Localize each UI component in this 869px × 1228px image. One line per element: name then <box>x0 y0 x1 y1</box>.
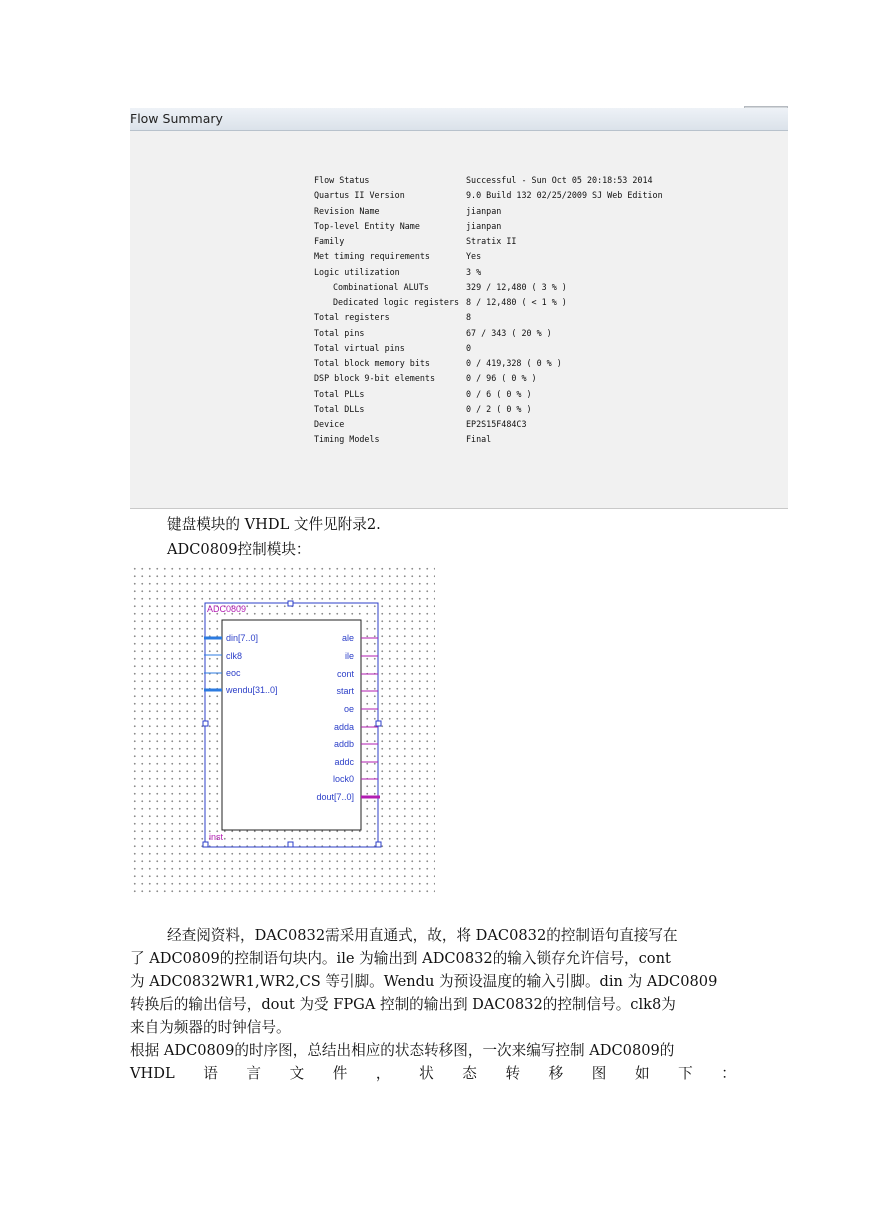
flow-summary-value: Yes <box>466 251 482 262</box>
flow-summary-value: Stratix II <box>466 236 517 246</box>
justified-word: 言 <box>246 1065 262 1082</box>
pin-ile: ile <box>344 651 354 661</box>
flow-summary-value: 0 / 419,328 ( 0 % ) <box>466 358 562 368</box>
flow-summary-value: 329 / 12,480 ( 3 % ) <box>466 281 567 292</box>
flow-summary-value: 8 <box>466 312 472 323</box>
block-instance: inst <box>209 832 224 842</box>
pin-eoc: eoc <box>226 668 241 678</box>
justified-word: 件 <box>332 1065 348 1082</box>
justified-word: ， <box>375 1065 391 1082</box>
justified-word: 如 <box>634 1065 650 1082</box>
flow-summary-label: Total pins <box>314 327 365 338</box>
justified-word: 移 <box>548 1065 564 1082</box>
pin-oe: oe <box>343 704 354 714</box>
adc0809-block-diagram <box>130 563 435 893</box>
paragraph-line-7 <box>130 1063 736 1085</box>
pin-addc: addc <box>334 757 354 767</box>
flow-summary-value: Successful - Sun Oct 05 20:18:53 2014 <box>466 175 653 185</box>
pin-start: start <box>336 686 354 696</box>
flow-summary-value: 8 / 12,480 ( < 1 % ) <box>466 297 567 307</box>
flow-summary-value: jianpan <box>466 220 502 231</box>
pin-din: din[7..0] <box>226 633 259 643</box>
text-line-adc-heading: ADC0809控制模块： <box>167 541 311 558</box>
flow-summary-label: Logic utilization <box>314 266 400 277</box>
flow-summary-value: 67 / 343 ( 20 % ) <box>466 327 552 338</box>
text-line-keyboard: 键盘模块的 VHDL 文件见附录2. <box>167 516 381 533</box>
pin-wendu: wendu[31..0] <box>226 685 278 695</box>
paragraph-line-3: 为 ADC0832WR1,WR2,CS 等引脚。Wendu 为预设温度的输入引脚。din 为 ADC0809 <box>130 973 718 990</box>
flow-summary-titlebar <box>130 108 788 131</box>
flow-summary-label: Met timing requirements <box>314 251 430 262</box>
flow-summary-label: Top-level Entity Name <box>314 220 420 231</box>
flow-summary-label: Total PLLs <box>314 388 365 399</box>
justified-word: 图 <box>591 1065 607 1082</box>
flow-summary-label: DSP block 9-bit elements <box>314 373 436 384</box>
pin-lock0: lock0 <box>332 774 354 784</box>
flow-summary-label: Combinational ALUTs <box>333 281 429 292</box>
pin-dout: dout[7..0] <box>316 792 354 802</box>
flow-summary-panel <box>130 108 788 509</box>
justified-word: VHDL <box>130 1065 175 1082</box>
flow-summary-value: jianpan <box>466 205 502 216</box>
flow-summary-label: Family <box>314 236 345 246</box>
flow-summary-title: Flow Summary <box>130 111 223 126</box>
paragraph-line-5: 来自为频器的时钟信号。 <box>130 1019 291 1036</box>
pin-cont: cont <box>336 669 354 679</box>
paragraph-line-4: 转换后的输出信号，dout 为受 FPGA 控制的输出到 DAC0832的控制信号。clk8为 <box>130 996 676 1013</box>
flow-summary-label: Total virtual pins <box>314 342 405 353</box>
flow-summary-label: Flow Status <box>314 175 370 185</box>
flow-summary-value: 0 / 6 ( 0 % ) <box>466 388 532 399</box>
justified-word: 态 <box>462 1065 477 1082</box>
paragraph-line-2: 了 ADC0809的控制语句块内。ile 为输出到 ADC0832的输入锁存允许信号，cont <box>130 950 671 967</box>
flow-summary-label: Device <box>314 419 345 429</box>
block-name: ADC0809 <box>207 604 247 614</box>
paragraph-line-1: 经查阅资料，DAC0832需采用直通式，故，将 DAC0832的控制语句直接写在 <box>167 927 678 944</box>
flow-summary-value: 0 / 96 ( 0 % ) <box>466 373 537 384</box>
flow-summary-label: Total DLLs <box>314 403 365 414</box>
flow-summary-label: Total block memory bits <box>314 358 430 368</box>
flow-summary-value: 9.0 Build 132 02/25/2009 SJ Web Edition <box>466 190 663 201</box>
pin-ale: ale <box>341 633 354 643</box>
pin-clk8: clk8 <box>226 651 243 661</box>
pin-addb: addb <box>333 739 354 749</box>
justified-word: 下 <box>678 1065 693 1082</box>
flow-summary-value: 0 / 2 ( 0 % ) <box>466 403 532 414</box>
flow-summary-label: Revision Name <box>314 205 380 216</box>
justified-word: 状 <box>419 1065 434 1082</box>
flow-summary-value: 3 % <box>466 266 482 277</box>
flow-summary-value: 0 <box>466 342 472 353</box>
flow-summary-label: Timing Models <box>314 434 380 445</box>
flow-summary-value: Final <box>466 434 492 445</box>
flow-summary-label: Quartus II Version <box>314 190 405 201</box>
justified-word: 转 <box>505 1065 521 1082</box>
flow-summary-label: Dedicated logic registers <box>333 297 460 307</box>
justified-word: 文 <box>289 1065 305 1082</box>
justified-word: ： <box>721 1065 736 1082</box>
flow-summary-label: Total registers <box>314 312 390 323</box>
justified-word: 语 <box>203 1065 218 1082</box>
flow-summary-value: EP2S15F484C3 <box>466 419 527 429</box>
pin-adda: adda <box>333 722 354 732</box>
paragraph-line-6: 根据 ADC0809的时序图，总结出相应的状态转移图，一次来编写控制 ADC0809的 <box>130 1042 675 1059</box>
